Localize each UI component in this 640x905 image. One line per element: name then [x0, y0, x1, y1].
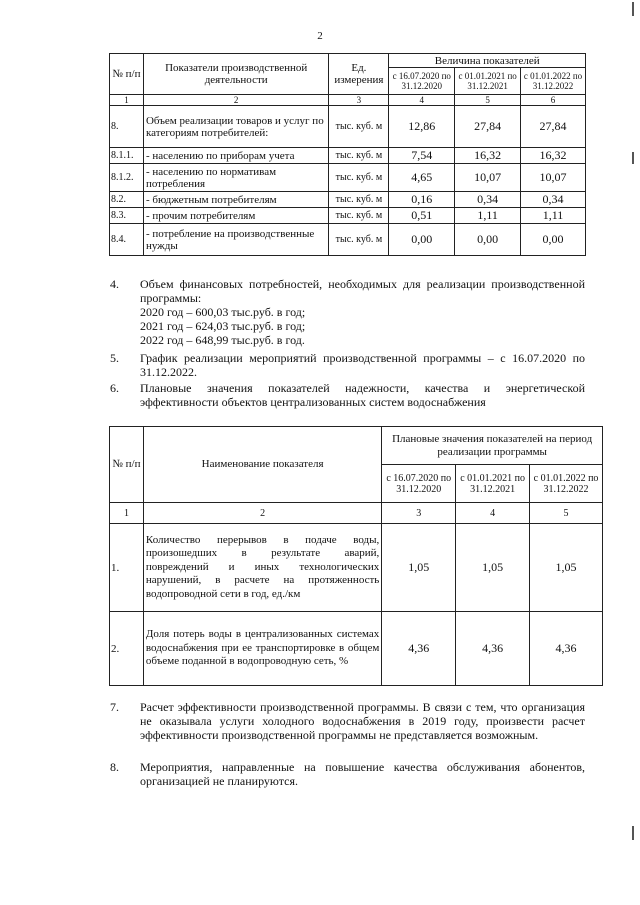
row-value: 4,65 — [389, 164, 455, 192]
column-number: 4 — [456, 503, 530, 524]
list-item — [110, 760, 585, 788]
header-period: с 01.01.2022 по 31.12.2022 — [530, 465, 603, 503]
row-value: 4,36 — [530, 612, 603, 686]
table-row — [110, 192, 586, 208]
header-indicators: Показатели производственной деятельности — [143, 54, 328, 95]
item-text: 2022 год – 648,99 тыс.руб. в год. — [140, 333, 305, 347]
row-code: 8.4. — [110, 224, 144, 256]
row-label: - прочим потребителям — [143, 208, 328, 224]
row-value: 1,11 — [455, 208, 521, 224]
header-period: с 16.07.2020 по 31.12.2020 — [382, 465, 456, 503]
header-period: с 01.01.2021 по 31.12.2021 — [456, 465, 530, 503]
row-value: 7,54 — [389, 148, 455, 164]
page-number: 2 — [317, 30, 323, 42]
list-item — [110, 277, 585, 347]
table-row — [110, 224, 586, 256]
row-label: Количество перерывов в подаче воды, произошедших в результате аварий, повреждений и иных технологических нарушений, в расчете на протяженность водопроводной сети в год, ед./км — [143, 524, 381, 612]
row-code: 8.3. — [110, 208, 144, 224]
column-number: 3 — [382, 503, 456, 524]
row-value: 10,07 — [521, 164, 586, 192]
table-row — [110, 208, 586, 224]
item-text: Мероприятия, направленные на повышение качества обслуживания абонентов, организацией не планируются. — [140, 760, 585, 788]
header-no: № п/п — [110, 54, 144, 95]
row-value: 1,05 — [382, 524, 456, 612]
header-period: с 01.01.2021 по 31.12.2021 — [455, 68, 521, 95]
row-code: 1. — [110, 524, 144, 612]
row-value: 1,05 — [456, 524, 530, 612]
row-value: 0,16 — [389, 192, 455, 208]
row-unit: тыс. куб. м — [329, 192, 389, 208]
header-group: Плановые значения показателей на период реализации программы — [382, 427, 603, 465]
row-value: 0,00 — [521, 224, 586, 256]
column-number: 5 — [530, 503, 603, 524]
production-indicators-table — [109, 53, 586, 256]
row-code: 8.2. — [110, 192, 144, 208]
row-label: Доля потерь воды в централизованных системах водоснабжения при ее транспортировке в общем объеме поданной в водопроводную сеть, % — [143, 612, 381, 686]
row-unit: тыс. куб. м — [329, 224, 389, 256]
item-number: 7. — [110, 700, 119, 714]
row-label: Объем реализации товаров и услуг по категориям потребителей: — [143, 106, 328, 148]
row-unit: тыс. куб. м — [329, 106, 389, 148]
row-unit: тыс. куб. м — [329, 208, 389, 224]
table-row — [110, 524, 603, 612]
header-value-group: Величина показателей — [389, 54, 586, 68]
list-item — [110, 351, 585, 379]
list-item — [110, 381, 585, 409]
row-value: 0,00 — [389, 224, 455, 256]
row-value: 12,86 — [389, 106, 455, 148]
scan-artifact — [632, 826, 634, 840]
row-unit: тыс. куб. м — [329, 148, 389, 164]
column-number: 6 — [521, 95, 586, 106]
row-value: 4,36 — [382, 612, 456, 686]
item-number: 5. — [110, 351, 119, 365]
scan-artifact — [632, 2, 634, 16]
column-number: 2 — [143, 95, 328, 106]
row-label: - потребление на производственные нужды — [143, 224, 328, 256]
item-text: Объем финансовых потребностей, необходимых для реализации производственной программы: — [140, 277, 585, 305]
row-value: 27,84 — [521, 106, 586, 148]
header-unit: Ед. измерения — [329, 54, 389, 95]
row-value: 1,11 — [521, 208, 586, 224]
row-code: 8.1.1. — [110, 148, 144, 164]
item-number: 8. — [110, 760, 119, 774]
item-text: График реализации мероприятий производственной программы – с 16.07.2020 по 31.12.2022. — [140, 351, 585, 379]
reliability-indicators-table — [109, 426, 603, 686]
row-label: - бюджетным потребителям — [143, 192, 328, 208]
column-number: 1 — [110, 503, 144, 524]
list-item — [110, 700, 585, 742]
row-value: 16,32 — [521, 148, 586, 164]
table-row — [110, 164, 586, 192]
row-value: 0,34 — [521, 192, 586, 208]
table-row — [110, 148, 586, 164]
item-text: Плановые значения показателей надежности, качества и энергетической эффективности объектов централизованных систем водоснабжения — [140, 381, 585, 409]
row-code: 2. — [110, 612, 144, 686]
row-value: 4,36 — [456, 612, 530, 686]
item-text: Расчет эффективности производственной программы. В связи с тем, что организация не оказывала услуги холодного водоснабжения в 2019 году, произвести расчет эффективности производственной программы не представляется возможным. — [140, 700, 585, 742]
row-code: 8.1.2. — [110, 164, 144, 192]
column-number: 3 — [329, 95, 389, 106]
column-number: 4 — [389, 95, 455, 106]
row-code: 8. — [110, 106, 144, 148]
column-number: 2 — [143, 503, 381, 524]
row-value: 16,32 — [455, 148, 521, 164]
row-value: 10,07 — [455, 164, 521, 192]
scan-artifact — [632, 152, 634, 164]
table-row — [110, 612, 603, 686]
header-name: Наименование показателя — [143, 427, 381, 503]
row-unit: тыс. куб. м — [329, 164, 389, 192]
header-no: № п/п — [110, 427, 144, 503]
item-number: 4. — [110, 277, 119, 291]
row-value: 27,84 — [455, 106, 521, 148]
row-label: - населению по приборам учета — [143, 148, 328, 164]
item-text: 2021 год – 624,03 тыс.руб. в год; — [140, 319, 306, 333]
row-value: 0,51 — [389, 208, 455, 224]
column-number: 5 — [455, 95, 521, 106]
row-value: 0,00 — [455, 224, 521, 256]
row-value: 1,05 — [530, 524, 603, 612]
item-number: 6. — [110, 381, 119, 395]
row-label: - населению по нормативам потребления — [143, 164, 328, 192]
column-number: 1 — [110, 95, 144, 106]
row-value: 0,34 — [455, 192, 521, 208]
item-text: 2020 год – 600,03 тыс.руб. в год; — [140, 305, 306, 319]
header-period: с 16.07.2020 по 31.12.2020 — [389, 68, 455, 95]
table-row — [110, 106, 586, 148]
header-period: с 01.01.2022 по 31.12.2022 — [521, 68, 586, 95]
